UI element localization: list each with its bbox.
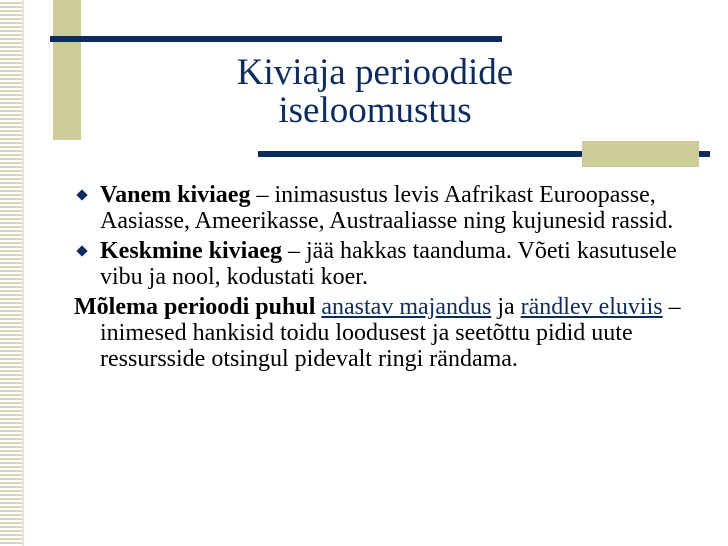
summary-paragraph bbox=[74, 294, 710, 372]
bullet-heading: Keskmine kiviaeg bbox=[100, 238, 283, 264]
bullet-text: – inimasustus levis Aafrikast Euroopasse, Aasiasse, Ameerikasse, Austraaliasse ning kujunesid rassid. bbox=[100, 182, 674, 234]
title-line-2: iseloomustus bbox=[278, 90, 472, 131]
diamond-bullet-icon bbox=[76, 189, 87, 200]
tan-bar-decoration-bottom bbox=[582, 141, 699, 167]
slide-title bbox=[140, 54, 610, 130]
bullet-item bbox=[74, 238, 710, 290]
tan-bar-decoration-top bbox=[53, 0, 81, 140]
navy-line-decoration-top bbox=[50, 36, 502, 42]
title-line-1: Kiviaja perioodide bbox=[236, 52, 514, 93]
striped-border-decoration bbox=[0, 0, 24, 546]
link-randlev-eluviis[interactable]: rändlev eluviis bbox=[520, 294, 663, 320]
bullet-text: – jää hakkas taanduma. Võeti kasutusele vibu ja nool, kodustati koer. bbox=[100, 238, 677, 290]
summary-text: – inimesed hankisid toidu loodusest ja seetõttu pidid uute ressursside otsingul pidevalt ringi rändama. bbox=[100, 294, 681, 372]
diamond-bullet-icon bbox=[76, 245, 87, 256]
bullet-item bbox=[74, 182, 710, 234]
link-anastav-majandus[interactable]: anastav majandus bbox=[321, 294, 492, 320]
slide-content bbox=[74, 182, 710, 372]
summary-conjunction: ja bbox=[491, 294, 521, 320]
summary-heading: Mõlema perioodi puhul bbox=[74, 294, 316, 320]
bullet-heading: Vanem kiviaeg bbox=[100, 182, 251, 208]
